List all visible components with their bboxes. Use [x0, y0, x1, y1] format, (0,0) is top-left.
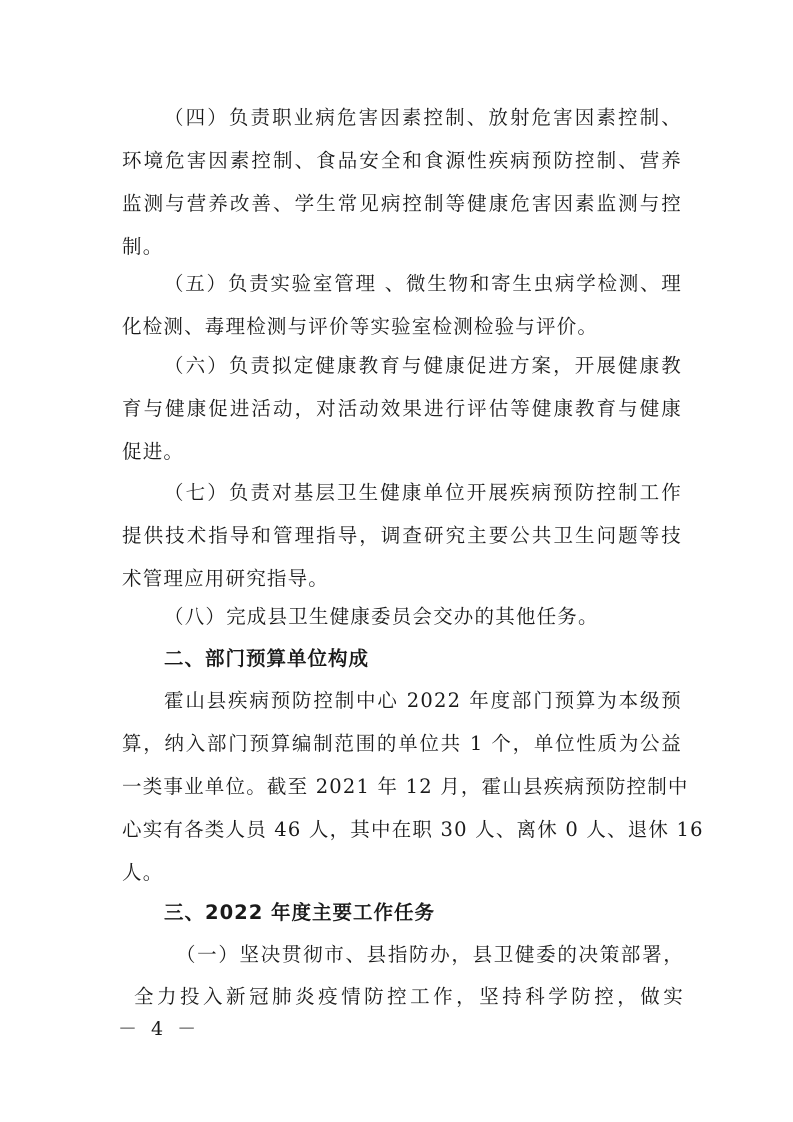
- section-3-line-1: （一）坚决贯彻市、县指防办，县卫健委的决策部署，: [176, 943, 684, 966]
- paragraph-5-line-1: （五）负责实验室管理 、微生物和寄生虫病学检测、理: [164, 272, 682, 295]
- paragraph-5-line-2: 化检测、毒理检测与评价等实验室检测检验与评价。: [122, 315, 599, 338]
- paragraph-7-line-3: 术管理应用研究指导。: [122, 567, 330, 590]
- section-3-heading: 三、2022 年度主要工作任务: [164, 901, 436, 924]
- paragraph-8-line-1: （八）完成县卫生健康委员会交办的其他任务。: [164, 605, 599, 628]
- section-3-line-2: 全力投入新冠肺炎疫情防控工作，坚持科学防控，做实: [134, 985, 684, 1008]
- paragraph-4-line-3: 监测与营养改善、学生常见病控制等健康危害因素监测与控: [122, 192, 682, 215]
- paragraph-4-line-2: 环境危害因素控制、食品安全和食源性疾病预防控制、营养: [122, 149, 682, 172]
- paragraph-6-line-3: 促进。: [122, 440, 185, 463]
- section-2-line-4: 心实有各类人员 46 人，其中在职 30 人、离休 0 人、退休 16: [122, 818, 704, 841]
- paragraph-7-line-1: （七）负责对基层卫生健康单位开展疾病预防控制工作: [164, 481, 682, 504]
- paragraph-7-line-2: 提供技术指导和管理指导，调查研究主要公共卫生问题等技: [122, 524, 682, 547]
- paragraph-4-line-4: 制。: [122, 235, 164, 258]
- section-2-line-3: 一类事业单位。截至 2021 年 12 月，霍山县疾病预防控制中: [122, 775, 689, 798]
- paragraph-4-line-1: （四）负责职业病危害因素控制、放射危害因素控制、: [164, 106, 682, 129]
- section-2-heading: 二、部门预算单位构成: [164, 647, 370, 670]
- section-2-line-5: 人。: [122, 861, 164, 884]
- page-number: － 4 －: [118, 1018, 201, 1040]
- section-2-line-2: 算，纳入部门预算编制范围的单位共 1 个，单位性质为公益: [122, 732, 682, 755]
- paragraph-6-line-2: 育与健康促进活动，对活动效果进行评估等健康教育与健康: [122, 397, 682, 420]
- paragraph-6-line-1: （六）负责拟定健康教育与健康促进方案，开展健康教: [164, 354, 682, 377]
- section-2-line-1: 霍山县疾病预防控制中心 2022 年度部门预算为本级预: [164, 689, 682, 712]
